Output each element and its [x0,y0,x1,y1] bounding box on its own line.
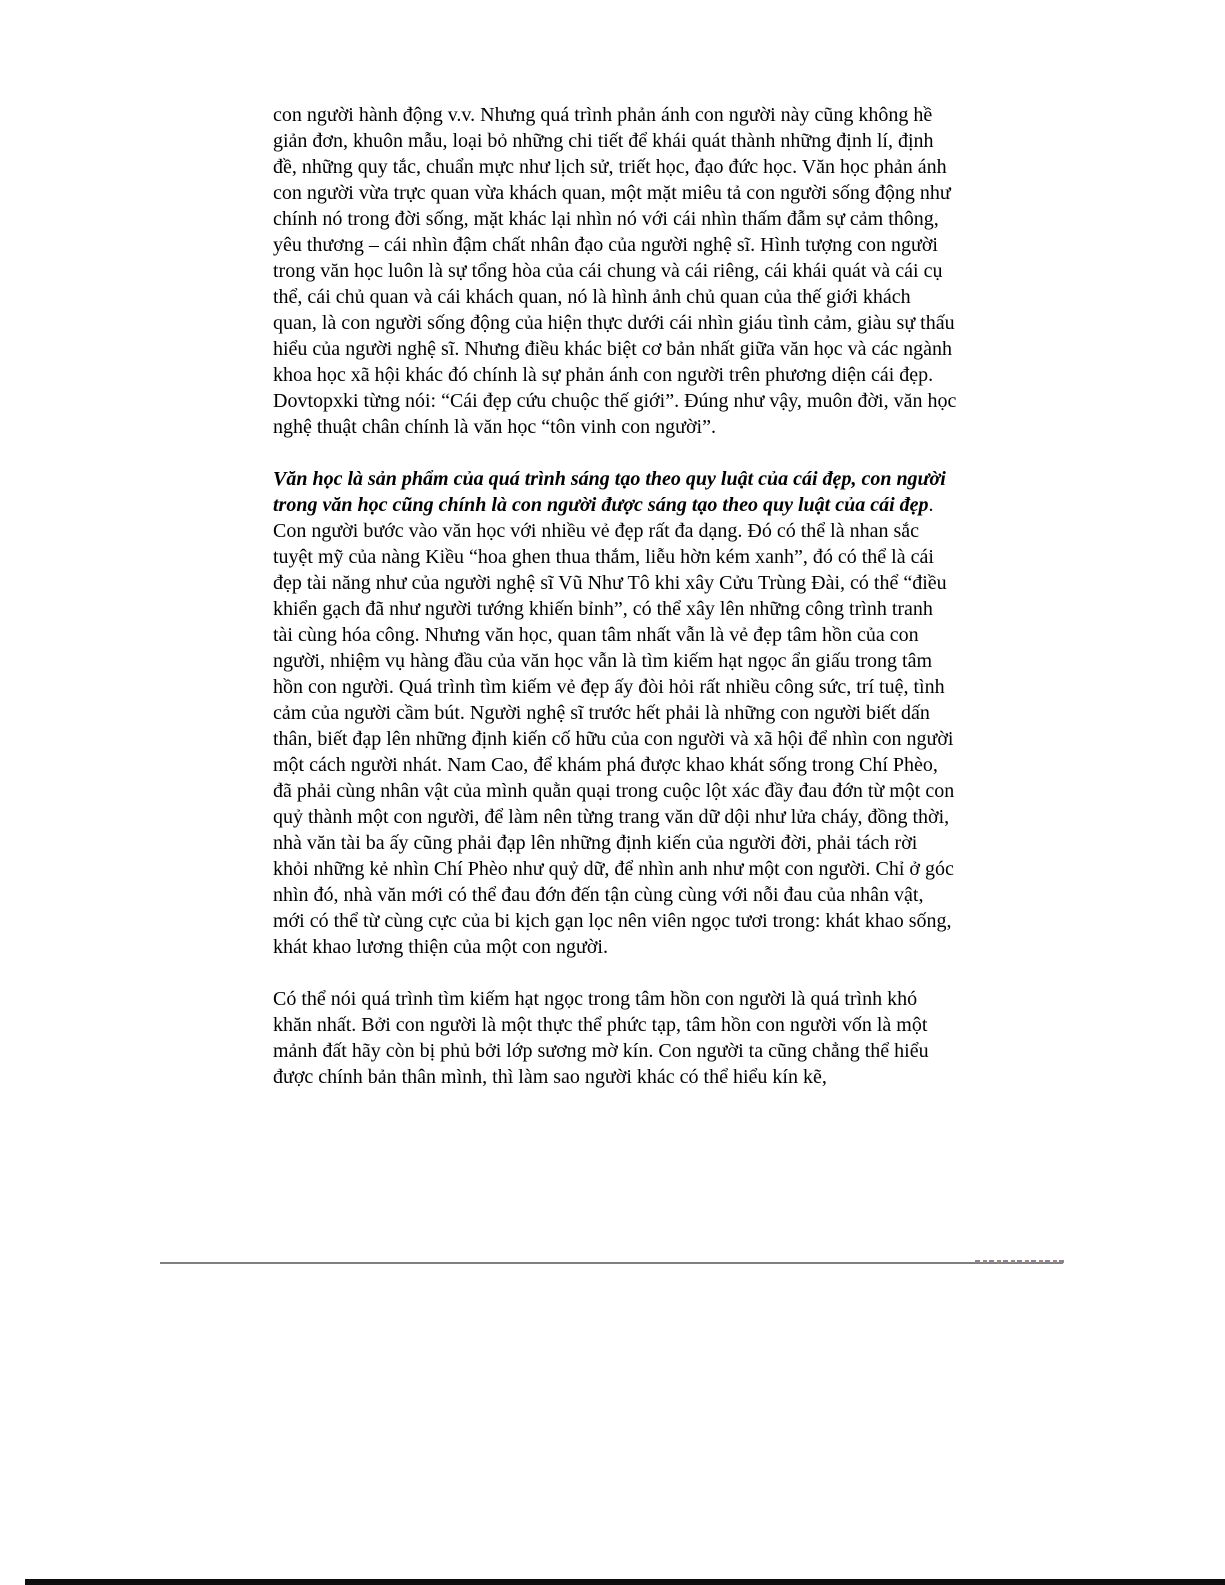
paragraph-2 [273,466,957,960]
window-bottom-edge-bar [25,1579,1225,1585]
document-text-block [273,102,957,1090]
paragraph-1: con người hành động v.v. Nhưng quá trình phản ánh con người này cũng không hề giản đơn, khuôn mẫu, loại bỏ những chi tiết để khái quát thành những định lí, định đề, những quy tắc, chuẩn mực như lịch sử, triết học, đạo đức học. Văn học phản ánh con người vừa trực quan vừa khách quan, một mặt miêu tả con người sống động như chính nó trong đời sống, mặt khác lại nhìn nó với cái nhìn thấm đẫm sự cảm thông, yêu thương – cái nhìn đậm chất nhân đạo của người nghệ sĩ. Hình tượng con người trong văn học luôn là sự tổng hòa của cái chung và cái riêng, cái khái quát và cái cụ thể, cái chủ quan và cái khách quan, nó là hình ảnh chủ quan của thế giới khách quan, là con người sống động của hiện thực dưới cái nhìn giáu tình cảm, giàu sự thấu hiểu của người nghệ sĩ. Nhưng điều khác biệt cơ bản nhất giữa văn học và các ngành khoa học xã hội khác đó chính là sự phản ánh con người trên phương diện cái đẹp. Dovtopxki từng nói: “Cái đẹp cứu chuộc thế giới”. Đúng như vậy, muôn đời, văn học nghệ thuật chân chính là văn học “tôn vinh con người”. [273,104,957,438]
footer-divider-line [160,1262,1063,1264]
paragraph-2-body: . Con người bước vào văn học với nhiều vẻ đẹp rất đa dạng. Đó có thể là nhan sắc tuyệt mỹ của nàng Kiều “hoa ghen thua thắm, liễu hờn kém xanh”, đó có thể là cái đẹp tài năng như của người nghệ sĩ Vũ Như Tô khi xây Cửu Trùng Đài, có thể “điều khiển gạch đã như người tướng khiến bỉnh”, có thể xây lên những công trình tranh tài cùng hóa công. Nhưng văn học, quan tâm nhất vẫn là vẻ đẹp tâm hồn của con người, nhiệm vụ hàng đầu của văn học vẫn là tìm kiếm hạt ngọc ẩn giấu trong tâm hồn con người. Quá trình tìm kiếm vẻ đẹp ấy đòi hỏi rất nhiều công sức, trí tuệ, tình cảm của người cầm bút. Người nghệ sĩ trước hết phải là những con người biết dấn thân, biết đạp lên những định kiến cố hữu của con người và xã hội để nhìn con người một cách người nhát. Nam Cao, để khám phá được khao khát sống trong Chí Phèo, đã phải cùng nhân vật của mình quằn quại trong cuộc lột xác đầy đau đớn từ một con quỷ thành một con người, để làm nên từng trang văn dữ dội như lửa cháy, đồng thời, nhà văn tài ba ấy cũng phải đạp lên những định kiến của người đời, phải tách rời khỏi những kẻ nhìn Chí Phèo như quỷ dữ, để nhìn anh như một con người. Chỉ ở góc nhìn đó, nhà văn mới có thể đau đớn đến tận cùng cùng với nỗi đau của nhân vật, mới có thể từ cùng cực của bi kịch gạn lọc nên viên ngọc tươi trong: khát khao sống, khát khao lương thiện của một con người. [273,494,955,958]
tiny-illegible-marks [975,1260,1065,1263]
paragraph-2-lead-emphasis: Văn học là sản phẩm của quá trình sáng tạo theo quy luật của cái đẹp, con người trong văn học cũng chính là con người được sáng tạo theo quy luật của cái đẹp [273,468,946,516]
paragraph-3: Có thể nói quá trình tìm kiếm hạt ngọc trong tâm hồn con người là quá trình khó khăn nhất. Bởi con người là một thực thể phức tạp, tâm hồn con người vốn là một mảnh đất hãy còn bị phủ bởi lớp sương mờ kín. Con người ta cũng chẳng thể hiểu được chính bản thân mình, thì làm sao người khác có thể hiểu kín kẽ, [273,988,929,1088]
